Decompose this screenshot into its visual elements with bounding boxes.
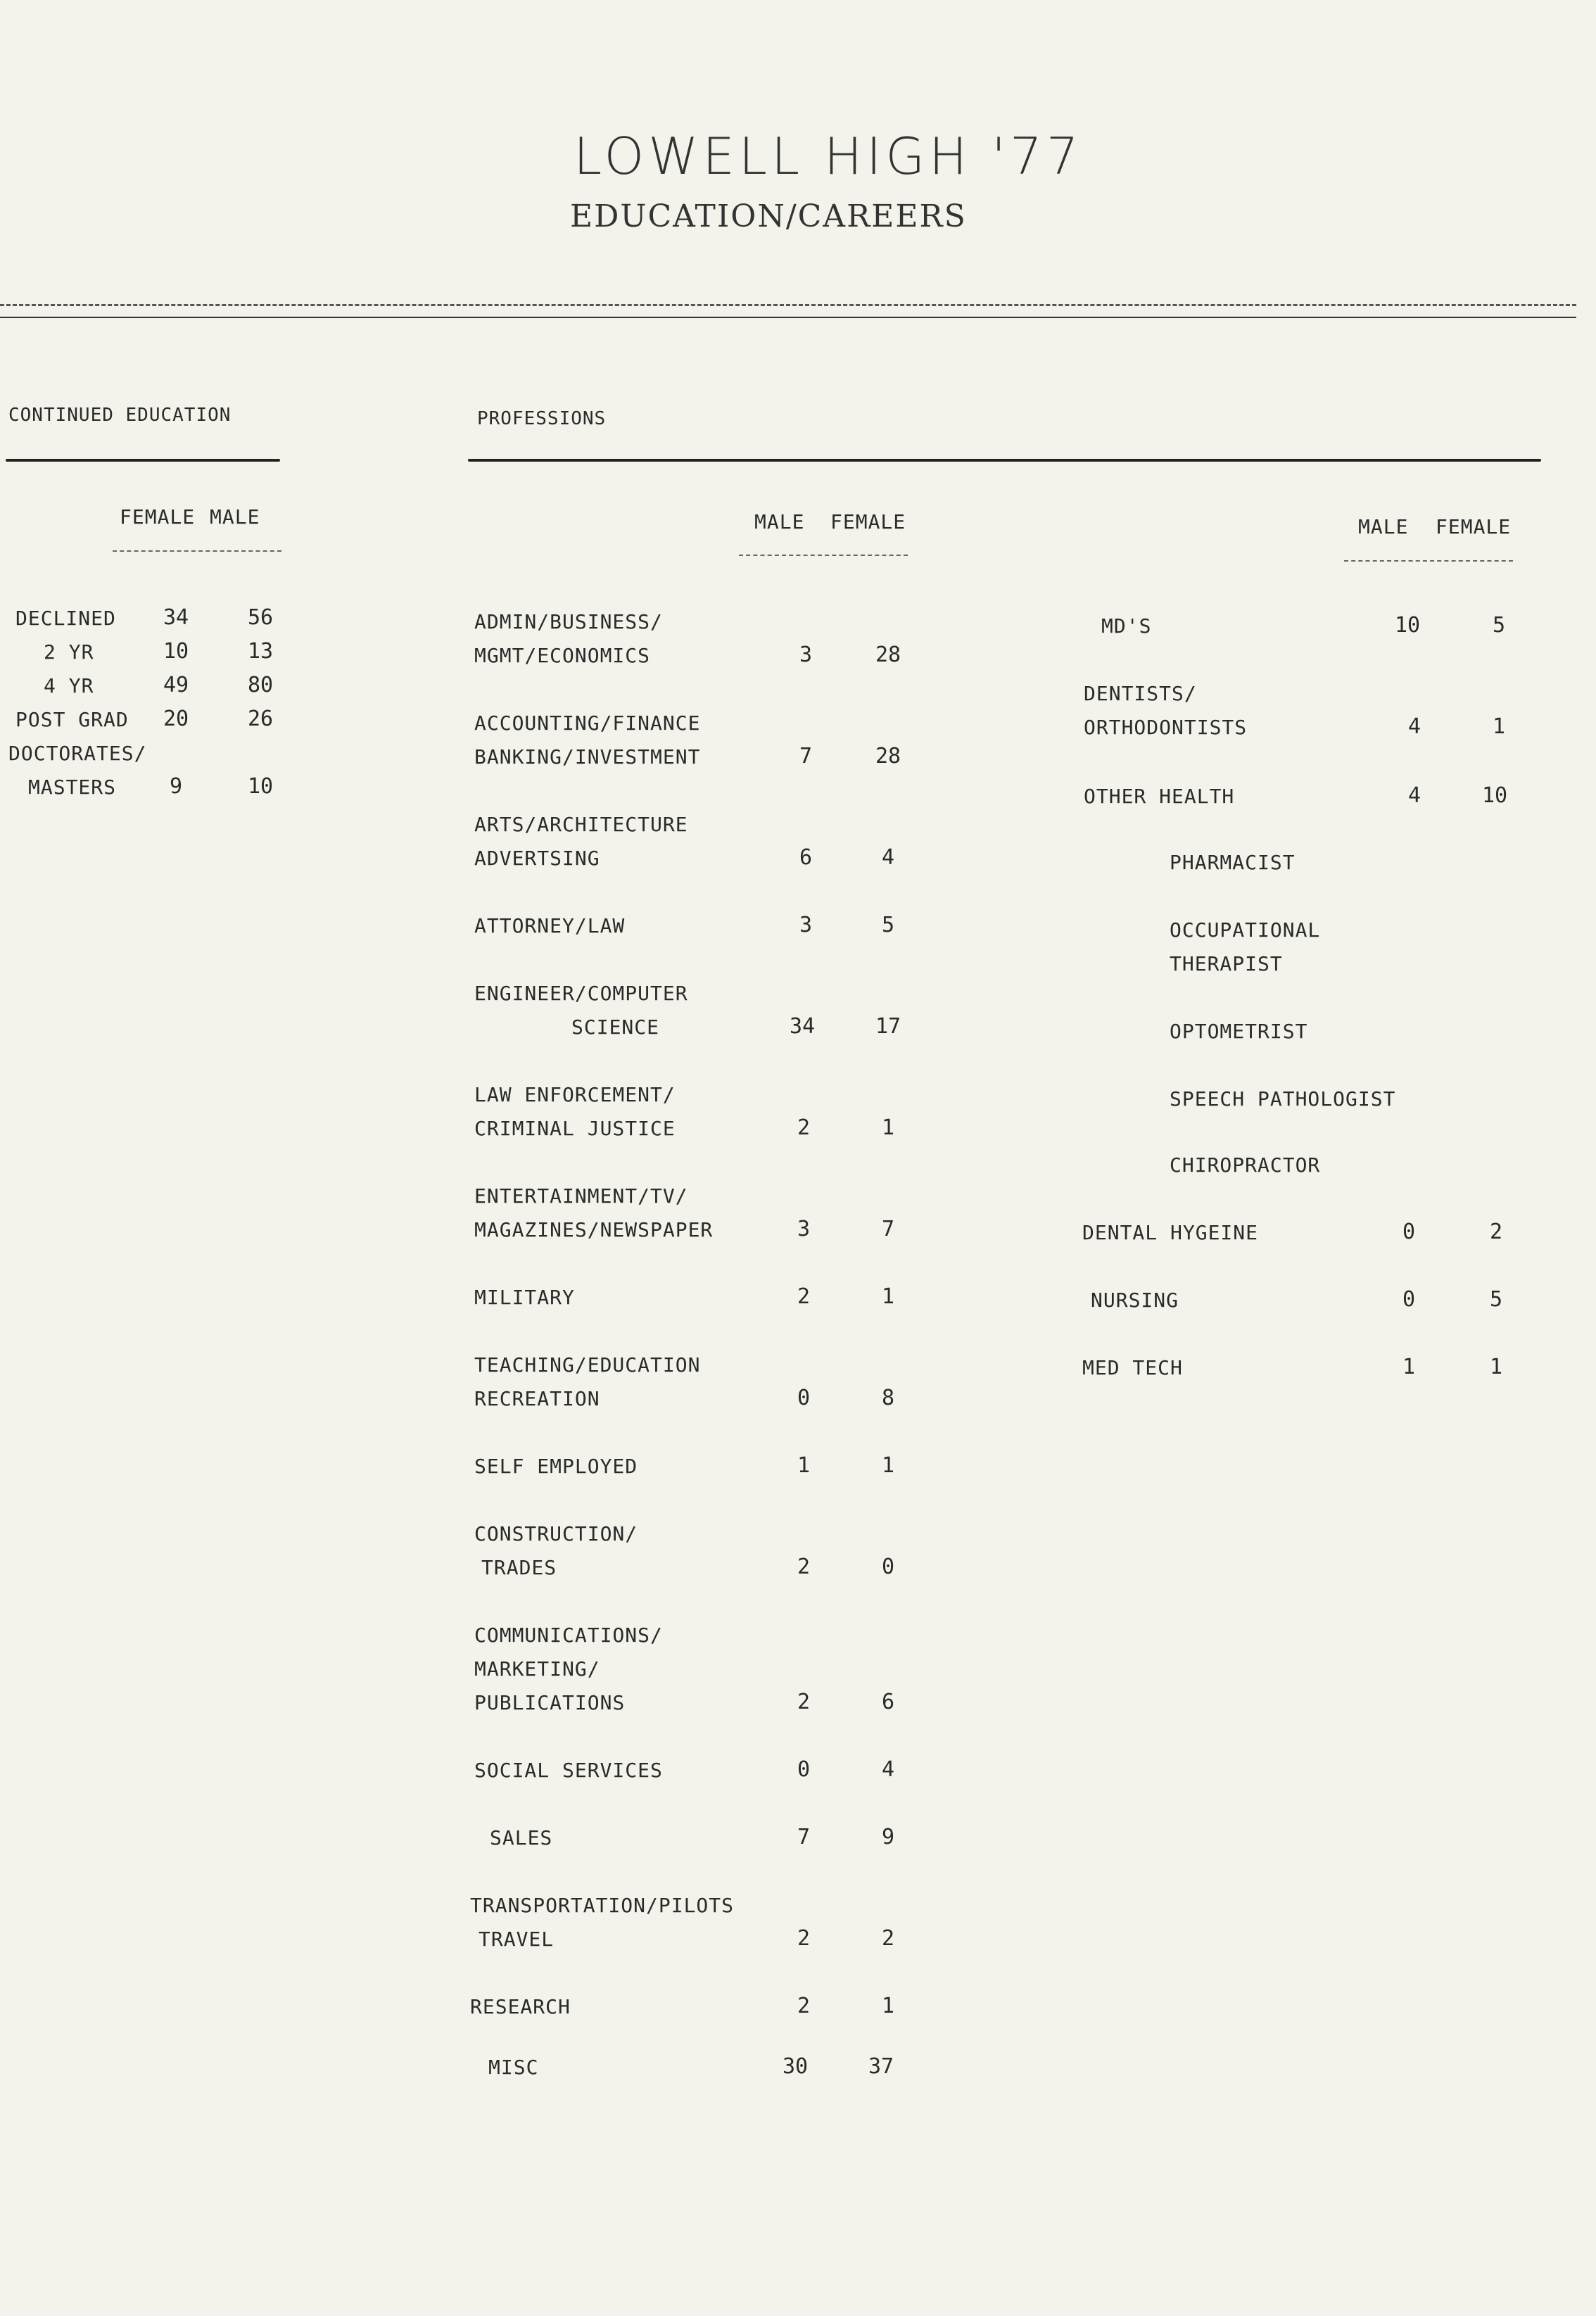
prof-male-value: 34 <box>789 1014 816 1039</box>
prof-label-line2: MARKETING/ <box>474 1657 600 1681</box>
prof-female-value: 1 <box>881 1115 895 1140</box>
ce-col-male: MALE <box>210 505 260 529</box>
prof-male-value: 2 <box>797 1555 811 1579</box>
health-sub-label: OCCUPATIONAL <box>1170 918 1321 942</box>
ce-male-value: 10 <box>247 774 274 799</box>
health-sub-label: SPEECH PATHOLOGIST <box>1170 1087 1396 1110</box>
continued-education-rule <box>6 459 280 462</box>
prof-label-line2: MGMT/ECONOMICS <box>474 644 651 667</box>
prof-female-value: 8 <box>881 1386 895 1410</box>
ce-female-value: 20 <box>163 707 189 731</box>
ce-male-value: 13 <box>247 639 274 664</box>
prof-label: RESEARCH <box>470 1995 571 2018</box>
ce-label: DOCTORATES/ <box>8 742 147 765</box>
prof-label: MILITARY <box>474 1286 575 1309</box>
prof-label: ADMIN/BUSINESS/ <box>474 610 663 633</box>
prof-female-value: 5 <box>881 913 895 937</box>
prof-male-value: 2 <box>797 1115 811 1140</box>
prof-female-value: 4 <box>881 1757 895 1782</box>
prof-label-line2: RECREATION <box>474 1387 600 1410</box>
prof-male-value: 3 <box>799 643 813 667</box>
prof-male-value: 2 <box>797 1284 811 1309</box>
prof-female-value: 2 <box>881 1926 895 1951</box>
health-female-value: 10 <box>1481 783 1508 808</box>
header-dashed-rule <box>0 304 1576 306</box>
health-male-value: 4 <box>1407 714 1421 739</box>
health-male-value: 0 <box>1402 1220 1416 1244</box>
health-sub-label: PHARMACIST <box>1170 851 1296 874</box>
ce-male-value: 56 <box>247 605 274 630</box>
professions-heading: PROFESSIONS <box>477 408 607 429</box>
prof-label: CONSTRUCTION/ <box>474 1522 638 1545</box>
professions-rule <box>468 459 1541 462</box>
prof-label-line2: CRIMINAL JUSTICE <box>474 1117 676 1140</box>
prof-label-line2: SCIENCE <box>571 1015 660 1039</box>
prof-female-value: 1 <box>881 1453 895 1478</box>
prof-header-underline <box>739 555 908 556</box>
prof-male-value: 7 <box>799 744 813 768</box>
health-col-female: FEMALE <box>1436 515 1512 538</box>
health-male-value: 1 <box>1402 1355 1416 1379</box>
health-female-value: 1 <box>1489 1355 1503 1379</box>
health-male-value: 4 <box>1407 783 1421 808</box>
health-sub-label: OPTOMETRIST <box>1170 1020 1308 1043</box>
prof-female-value: 0 <box>881 1555 895 1579</box>
prof-label: ENGINEER/COMPUTER <box>474 982 688 1005</box>
prof-label: TRANSPORTATION/PILOTS <box>470 1894 735 1917</box>
prof-label: MISC <box>488 2056 539 2079</box>
prof-male-value: 1 <box>797 1453 811 1478</box>
health-col-male: MALE <box>1358 515 1409 538</box>
ce-col-female: FEMALE <box>120 505 196 529</box>
ce-label: POST GRAD <box>15 708 129 731</box>
prof-male-value: 7 <box>797 1825 811 1849</box>
prof-female-value: 1 <box>881 1284 895 1309</box>
page-subtitle: EDUCATION/CAREERS <box>570 198 967 234</box>
prof-male-value: 2 <box>797 1690 811 1714</box>
continued-education-heading: CONTINUED EDUCATION <box>8 405 232 426</box>
health-female-value: 5 <box>1492 613 1506 638</box>
health-female-value: 2 <box>1489 1220 1503 1244</box>
prof-male-value: 0 <box>797 1386 811 1410</box>
prof-label: SELF EMPLOYED <box>474 1455 638 1478</box>
ce-female-value: 9 <box>169 774 183 799</box>
prof-male-value: 3 <box>797 1217 811 1241</box>
ce-label: 4 YR <box>44 674 94 697</box>
prof-label-line2: BANKING/INVESTMENT <box>474 745 701 768</box>
prof-female-value: 6 <box>881 1690 895 1714</box>
ce-label-line2: MASTERS <box>28 776 117 799</box>
health-label: DENTISTS/ <box>1084 682 1197 705</box>
ce-female-value: 49 <box>163 673 189 697</box>
ce-female-value: 34 <box>163 605 189 630</box>
health-sub-label: CHIROPRACTOR <box>1170 1153 1321 1177</box>
health-header-underline <box>1344 560 1513 562</box>
page-title: LOWELL HIGH '77 <box>574 127 1083 186</box>
health-label: DENTAL HYGEINE <box>1082 1221 1259 1244</box>
prof-label: ARTS/ARCHITECTURE <box>474 813 688 836</box>
prof-male-value: 2 <box>797 1994 811 2018</box>
ce-label: DECLINED <box>15 607 116 630</box>
prof-label: TEACHING/EDUCATION <box>474 1353 701 1377</box>
health-label-line2: ORTHODONTISTS <box>1084 716 1248 739</box>
header-solid-rule <box>0 317 1576 318</box>
prof-label: LAW ENFORCEMENT/ <box>474 1083 676 1106</box>
prof-female-value: 28 <box>875 744 901 768</box>
prof-label: ACCOUNTING/FINANCE <box>474 711 701 735</box>
prof-label-line2: TRAVEL <box>479 1928 555 1951</box>
prof-female-value: 1 <box>881 1994 895 2018</box>
prof-female-value: 9 <box>881 1825 895 1849</box>
prof-male-value: 30 <box>782 2054 809 2079</box>
health-label: OTHER HEALTH <box>1084 785 1235 808</box>
health-female-value: 1 <box>1492 714 1506 739</box>
prof-female-value: 17 <box>875 1014 901 1039</box>
prof-label-line2: MAGAZINES/NEWSPAPER <box>474 1218 714 1241</box>
prof-label: ENTERTAINMENT/TV/ <box>474 1184 688 1208</box>
health-male-value: 10 <box>1394 613 1421 638</box>
prof-label: SOCIAL SERVICES <box>474 1759 663 1782</box>
prof-male-value: 6 <box>799 845 813 870</box>
health-sub-label-line2: THERAPIST <box>1170 952 1283 975</box>
prof-male-value: 0 <box>797 1757 811 1782</box>
health-label: MED TECH <box>1082 1356 1183 1379</box>
prof-col-female: FEMALE <box>830 510 906 533</box>
prof-female-value: 4 <box>881 845 895 870</box>
prof-female-value: 37 <box>868 2054 894 2079</box>
health-label: MD'S <box>1101 614 1152 638</box>
health-label: NURSING <box>1091 1289 1179 1312</box>
ce-header-underline <box>113 550 281 552</box>
health-female-value: 5 <box>1489 1287 1503 1312</box>
prof-label-line2: ADVERTSING <box>474 847 600 870</box>
prof-col-male: MALE <box>754 510 805 533</box>
health-male-value: 0 <box>1402 1287 1416 1312</box>
prof-female-value: 7 <box>881 1217 895 1241</box>
ce-male-value: 80 <box>247 673 274 697</box>
ce-label: 2 YR <box>44 640 94 664</box>
ce-female-value: 10 <box>163 639 189 664</box>
prof-label: COMMUNICATIONS/ <box>474 1624 663 1647</box>
prof-male-value: 3 <box>799 913 813 937</box>
prof-label-line2: TRADES <box>481 1556 557 1579</box>
prof-label-line3: PUBLICATIONS <box>474 1691 626 1714</box>
prof-label: ATTORNEY/LAW <box>474 914 626 937</box>
ce-male-value: 26 <box>247 707 274 731</box>
prof-label: SALES <box>490 1826 553 1849</box>
prof-male-value: 2 <box>797 1926 811 1951</box>
prof-female-value: 28 <box>875 643 901 667</box>
